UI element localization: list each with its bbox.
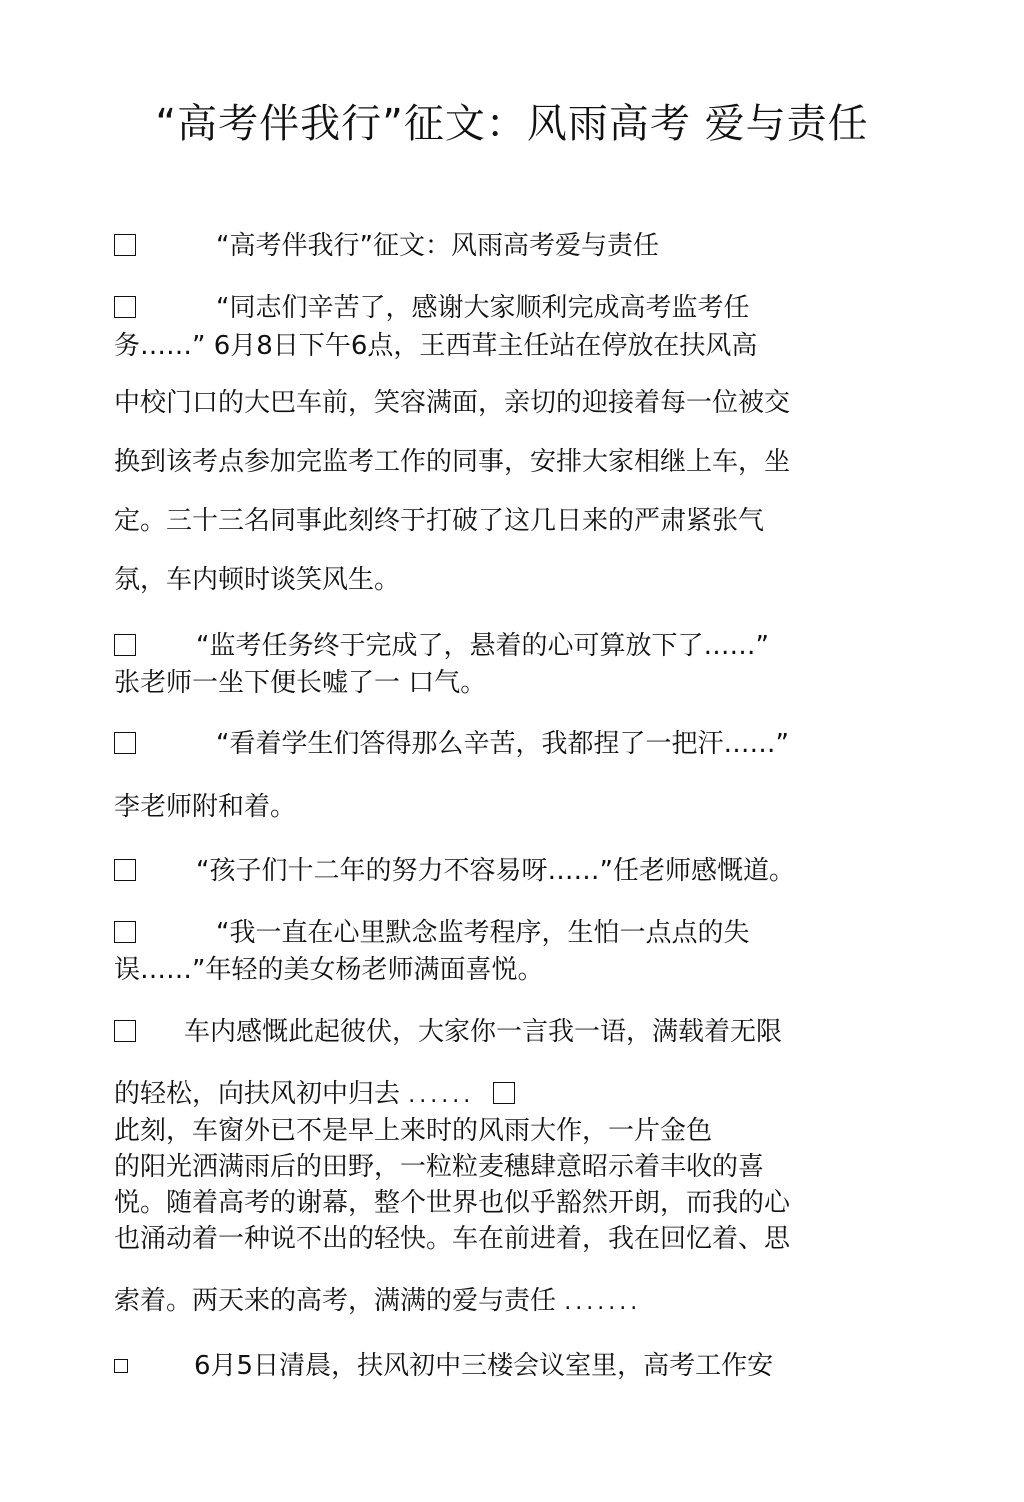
paragraph-8-line-4: 也涌动着一种说不出的轻快。车在前进着，我在回忆着、思 — [114, 1224, 791, 1254]
bullet-box-icon — [114, 234, 136, 256]
paragraph-1 — [114, 229, 659, 263]
paragraph-text: “高考伴我行”征文：风雨高考爱与责任 — [216, 231, 659, 261]
paragraph-9 — [114, 1349, 773, 1383]
paragraph-4-line-1 — [114, 727, 789, 761]
paragraph-2-line-3: 中校门口的大巴车前，笑容满面，亲切的迎接着每一位被交 — [114, 388, 791, 418]
paragraph-7-line-1 — [114, 1015, 782, 1049]
paragraph-6-line-1 — [114, 916, 749, 950]
paragraph-5 — [114, 854, 795, 888]
bullet-box-icon — [114, 732, 136, 754]
bullet-box-icon — [114, 1020, 136, 1042]
paragraph-text: 6月5日清晨，扶风初中三楼会议室里，高考工作安 — [194, 1351, 774, 1381]
paragraph-2-line-4: 换到该考点参加完监考工作的同事，安排大家相继上车，坐 — [114, 447, 791, 477]
paragraph-text: “看着学生们答得那么辛苦，我都捏了一把汗……” — [216, 729, 789, 759]
bullet-box-icon — [493, 1082, 515, 1104]
paragraph-text: 的轻松，向扶风初中归去 — [114, 1079, 401, 1109]
bullet-box-icon — [114, 296, 136, 318]
paragraph-6-line-2: 误……”年轻的美女杨老师满面喜悦。 — [114, 955, 544, 985]
paragraph-8-line-3: 悦。随着高考的谢幕，整个世界也似乎豁然开朗，而我的心 — [114, 1188, 791, 1218]
paragraph-8-line-2: 的阳光洒满雨后的田野，一粒粒麦穗肆意昭示着丰收的喜 — [114, 1152, 765, 1182]
paragraph-8-line-5 — [114, 1284, 641, 1320]
paragraph-text: 索着。两天来的高考，满满的爱与责任 — [114, 1286, 557, 1316]
paragraph-text: “监考任务终于完成了，悬着的心可算放下了……” — [196, 631, 769, 661]
paragraph-text: “同志们辛苦了，感谢大家顺利完成高考监考任 — [216, 293, 750, 323]
bullet-box-icon — [114, 921, 136, 943]
ellipsis-dots: ....... — [564, 1290, 642, 1315]
paragraph-4-line-2: 李老师附和着。 — [114, 792, 297, 822]
paragraph-text: 车内感慨此起彼伏，大家你一言我一语，满载着无限 — [184, 1017, 783, 1047]
ellipsis-dots: ...... — [408, 1083, 475, 1108]
paragraph-2-line-2: 务……” 6月8日下午6点，王西茸主任站在停放在扶风高 — [114, 331, 758, 361]
paragraph-text: “孩子们十二年的努力不容易呀……”任老师感慨道。 — [196, 856, 795, 886]
paragraph-2-line-5: 定。三十三名同事此刻终于打破了这几日来的严肃紧张气 — [114, 506, 765, 536]
paragraph-text: “我一直在心里默念监考程序，生怕一点点的失 — [216, 918, 750, 948]
paragraph-2-line-6: 氛，车内顿时谈笑风生。 — [114, 565, 401, 595]
bullet-box-icon — [114, 634, 136, 656]
document-title: “高考伴我行”征文：风雨高考 爱与责任 — [155, 101, 869, 147]
paragraph-7-line-2 — [114, 1077, 515, 1113]
paragraph-2-line-1 — [114, 291, 749, 325]
paragraph-3-line-1 — [114, 629, 769, 663]
paragraph-8-line-1: 此刻，车窗外已不是早上来时的风雨大作，一片金色 — [114, 1116, 713, 1146]
bullet-box-icon — [114, 1359, 128, 1373]
bullet-box-icon — [114, 859, 136, 881]
paragraph-3-line-2: 张老师一坐下便长嘘了一 口气。 — [114, 668, 487, 698]
